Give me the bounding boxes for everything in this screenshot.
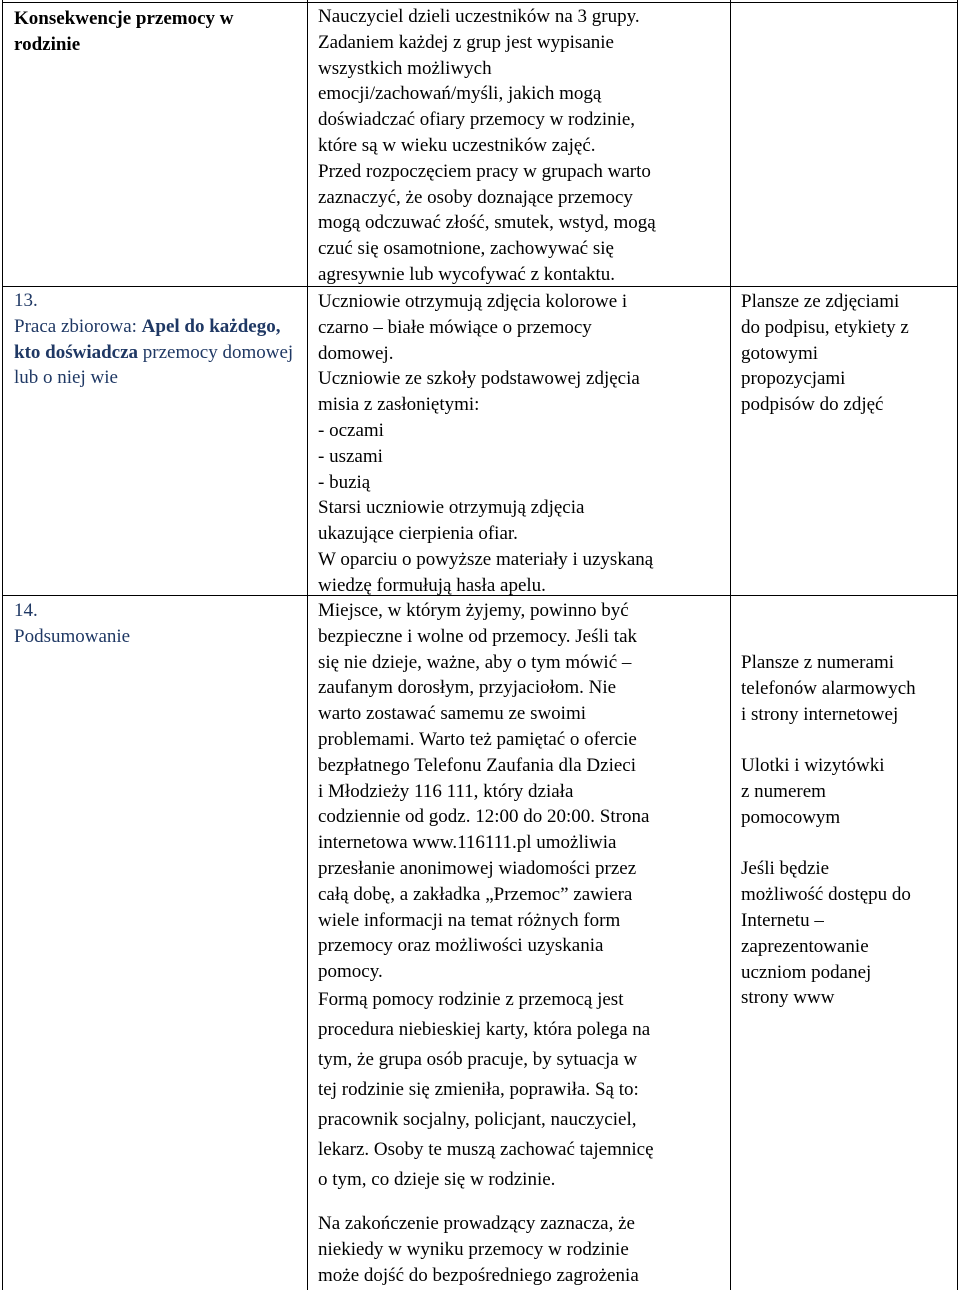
materials-line: gotowymi xyxy=(741,342,819,364)
text-line: - uszami xyxy=(318,445,383,467)
text-line: mogą odczuwać złość, smutek, wstyd, mogą xyxy=(318,212,656,234)
item-13-prefix: Praca zbiorowa: xyxy=(14,315,142,337)
item-13-title-bold: Apel do każdego, kto doświadcza xyxy=(14,315,281,363)
text-line: się nie dzieje, ważne, aby o tym mówić – xyxy=(318,651,632,673)
text-line: Uczniowie otrzymują zdjęcia kolorowe i xyxy=(318,291,628,312)
text-line: agresywnie lub wycofywać z kontaktu. xyxy=(318,263,616,285)
text-line: niekiedy w wyniku przemocy w rodzinie xyxy=(318,1238,629,1260)
text-line: Zadaniem każdej z grup jest wypisanie xyxy=(318,31,614,53)
text-line: tej rodzinie się zmieniła, poprawiła. Są to: xyxy=(318,1079,639,1100)
text-line: przesłanie anonimowej wiadomości przez xyxy=(318,857,637,879)
text-line: W oparciu o powyższe materiały i uzyskaną xyxy=(318,548,654,570)
table-column-divider xyxy=(307,0,308,1290)
text-line: pracownik socjalny, policjant, nauczyciel, xyxy=(318,1109,637,1130)
materials-line: podpisów do zdjęć xyxy=(741,394,884,416)
section-header-cell xyxy=(14,6,299,58)
text-line: Przed rozpoczęciem pracy w grupach warto xyxy=(318,160,651,182)
item-13-title xyxy=(14,314,299,391)
table-border-left xyxy=(2,0,3,1290)
materials-line: Ulotki i wizytówki xyxy=(741,755,885,777)
text-line: zaufanym dorosłym, przyjaciołom. Nie xyxy=(318,677,617,699)
text-line: Na zakończenie prowadzący zaznacza, że xyxy=(318,1213,635,1234)
materials-line: Jeśli będzie xyxy=(741,858,830,880)
text-line: bezpieczne i wolne od przemocy. Jeśli tak xyxy=(318,625,638,647)
item-14-number: 14. xyxy=(14,600,38,621)
row-3-description xyxy=(318,598,723,985)
text-line: całą dobę, a zakładka „Przemoc” zawiera xyxy=(318,883,633,905)
item-14-title: Podsumowanie xyxy=(14,625,131,647)
paragraph-gap xyxy=(741,831,953,857)
text-line: internetowa www.116111.pl umożliwia xyxy=(318,832,617,854)
materials-line: możliwość dostępu do xyxy=(741,884,911,906)
text-line: wiedzę formułują hasła apelu. xyxy=(318,574,546,596)
item-14-cell xyxy=(14,598,299,650)
text-line: misia z zasłoniętymi: xyxy=(318,394,480,416)
materials-line: zaprezentowanie xyxy=(741,935,869,957)
item-13-cell xyxy=(14,288,299,391)
row-1-description xyxy=(318,4,723,288)
materials-line: Plansze z numerami xyxy=(741,652,895,673)
text-line: Miejsce, w którym żyjemy, powinno być xyxy=(318,600,629,621)
text-line: o tym, co dzieje się w rodzinie. xyxy=(318,1169,556,1190)
text-line: - oczami xyxy=(318,419,384,441)
text-line: Starsi uczniowie otrzymują zdjęcia xyxy=(318,497,585,519)
text-line: wszystkich możliwych xyxy=(318,57,492,79)
text-line: może dojść do bezpośredniego zagrożenia xyxy=(318,1264,639,1286)
paragraph-gap xyxy=(741,727,953,753)
materials-line: Plansze ze zdjęciami xyxy=(741,291,900,312)
materials-line: strony www xyxy=(741,987,835,1009)
materials-line: propozycjami xyxy=(741,368,846,390)
text-line: lekarz. Osoby te muszą zachować tajemnicę xyxy=(318,1139,654,1160)
text-line: które są w wieku uczestników zajęć. xyxy=(318,134,596,156)
text-line: ukazujące cierpienia ofiar. xyxy=(318,523,518,545)
text-line: i Młodzieży 116 111, który działa xyxy=(318,780,574,802)
text-line: czarno – białe mówiące o przemocy xyxy=(318,316,592,338)
text-line: procedura niebieskiej karty, która polega na xyxy=(318,1019,651,1040)
text-line: problemami. Warto też pamiętać o ofercie xyxy=(318,728,637,750)
materials-line: uczniom podanej xyxy=(741,961,872,983)
text-line: doświadczać ofiary przemocy w rodzinie, xyxy=(318,109,636,131)
text-line: emocji/zachowań/myśli, jakich mogą xyxy=(318,83,602,105)
materials-line: do podpisu, etykiety z xyxy=(741,316,909,338)
materials-line: i strony internetowej xyxy=(741,703,899,725)
text-line: czuć się osamotnione, zachowywać się xyxy=(318,238,614,260)
text-line: warto zostawać samemu ze swoimi xyxy=(318,703,587,725)
text-line: bezpłatnego Telefonu Zaufania dla Dzieci xyxy=(318,754,636,776)
text-line: domowej. xyxy=(318,342,394,364)
row-3-materials xyxy=(741,650,953,1011)
text-line: tym, że grupa osób pracuje, by sytuacja w xyxy=(318,1049,638,1070)
text-line: Nauczyciel dzieli uczestników na 3 grupy. xyxy=(318,6,640,27)
materials-line: Internetu – xyxy=(741,909,824,931)
table-column-divider xyxy=(730,0,731,1290)
item-13-title-rest: przemocy domowej lub o niej wie xyxy=(14,341,294,389)
table-border-top xyxy=(2,2,958,3)
row-2-description xyxy=(318,289,723,599)
materials-line: z numerem xyxy=(741,780,826,802)
blue-card-paragraph xyxy=(318,985,723,1195)
text-line: wiele informacji na temat różnych form xyxy=(318,909,621,931)
materials-line: pomocowym xyxy=(741,806,841,828)
text-line: Formą pomocy rodzinie z przemocą jest xyxy=(318,989,624,1010)
materials-line: telefonów alarmowych xyxy=(741,677,916,699)
row-2-materials xyxy=(741,289,953,418)
text-line: codziennie od godz. 12:00 do 20:00. Strona xyxy=(318,806,650,828)
table-border-right xyxy=(957,0,958,1290)
text-line: zaznaczyć, że osoby doznające przemocy xyxy=(318,186,633,208)
text-line: - buzią xyxy=(318,471,371,493)
section-header: Konsekwencje przemocy w rodzinie xyxy=(14,8,234,55)
item-13-number: 13. xyxy=(14,290,38,311)
text-line: przemocy oraz możliwości uzyskania xyxy=(318,935,604,957)
text-line: pomocy. xyxy=(318,961,383,983)
closing-paragraph xyxy=(318,1211,723,1288)
text-line: Uczniowie ze szkoły podstawowej zdjęcia xyxy=(318,368,640,390)
